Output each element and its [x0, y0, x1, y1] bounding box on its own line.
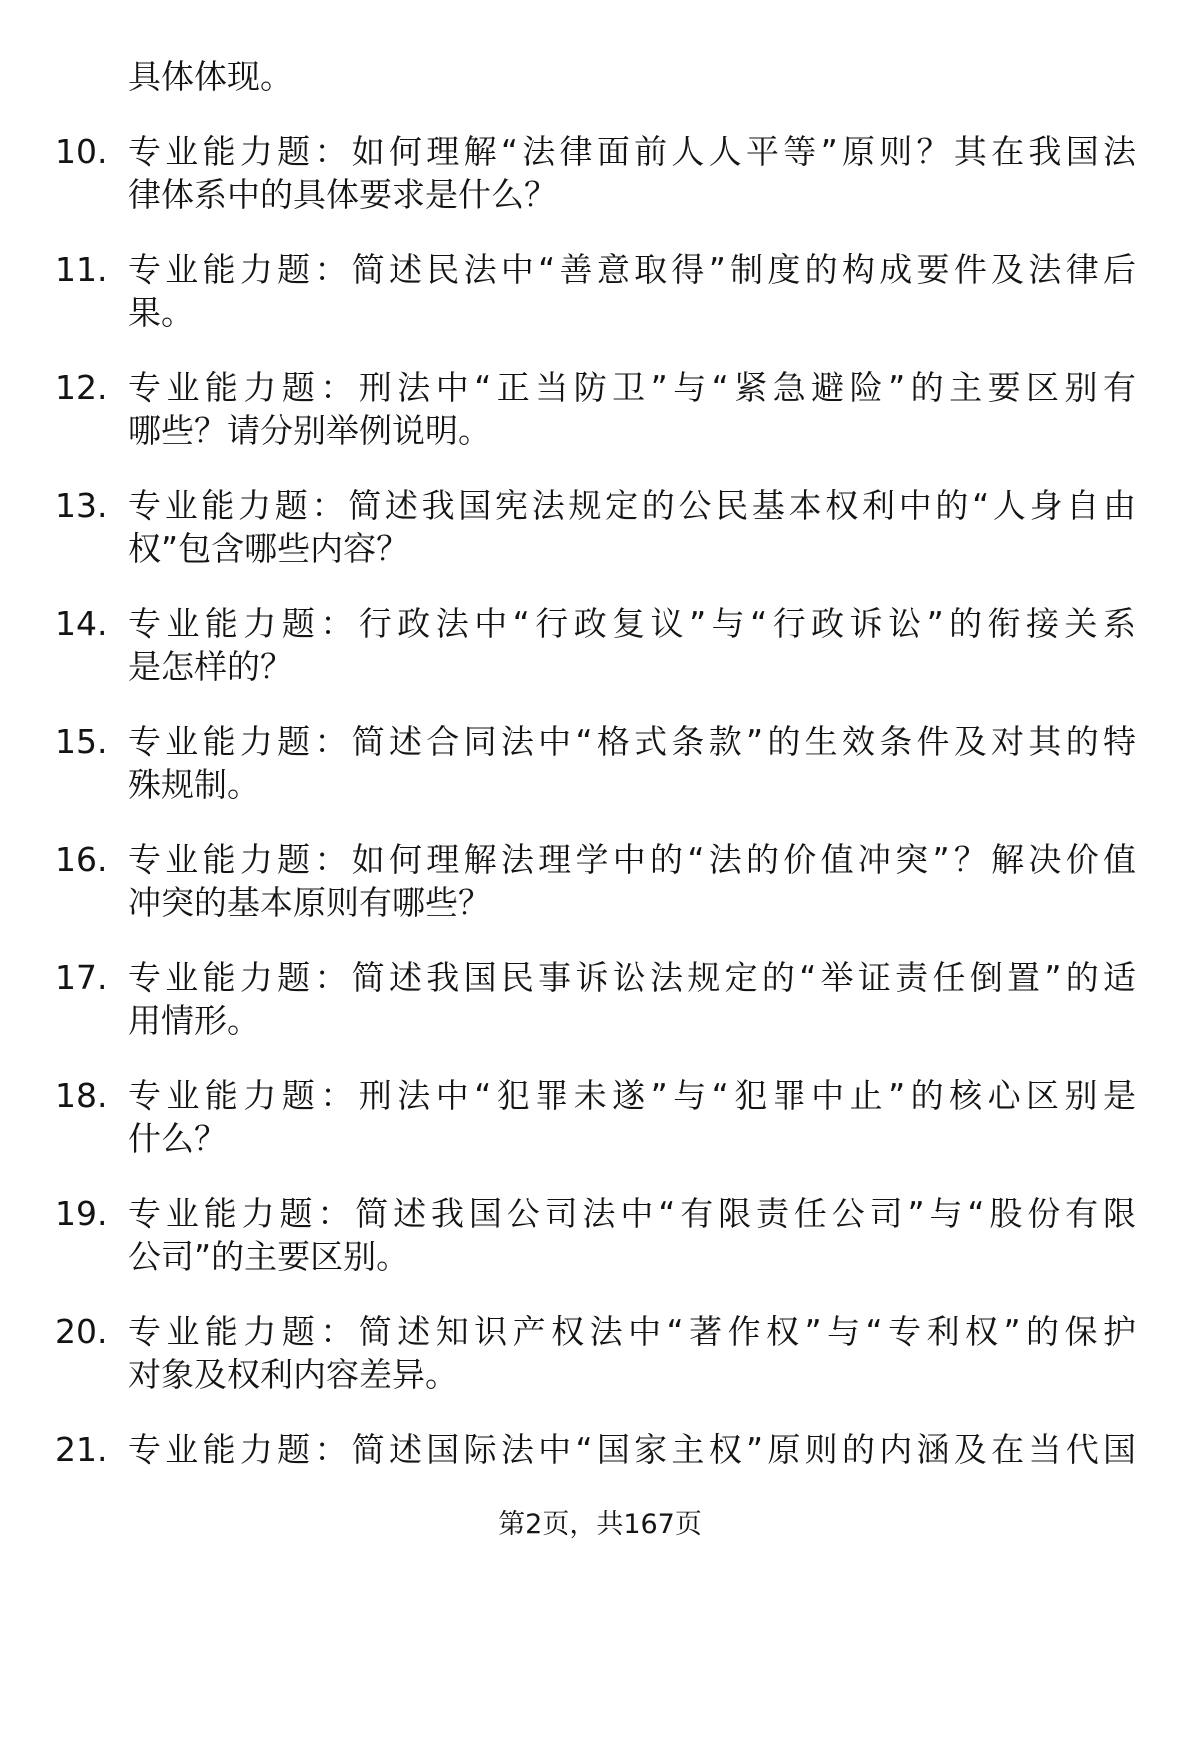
question-line: 专业能力题：如何理解“法律面前人人平等”原则？其在我国法 — [128, 132, 1136, 171]
question-line: 什么？ — [128, 1119, 227, 1158]
question-item-10 — [0, 130, 1200, 216]
question-text — [128, 1310, 1136, 1396]
question-text — [128, 720, 1136, 806]
question-text — [128, 602, 1136, 688]
question-item-17 — [0, 956, 1200, 1042]
question-number: 20. — [55, 1312, 108, 1351]
question-item-11 — [0, 248, 1200, 334]
question-line: 专业能力题：如何理解法理学中的“法的价值冲突”？解决价值 — [128, 840, 1136, 879]
question-line: 专业能力题：刑法中“犯罪未遂”与“犯罪中止”的核心区别是 — [128, 1076, 1136, 1115]
question-line: 专业能力题：简述民法中“善意取得”制度的构成要件及法律后 — [128, 250, 1136, 289]
question-line: 专业能力题：简述我国公司法中“有限责任公司”与“股份有限 — [128, 1194, 1136, 1233]
question-line: 专业能力题：简述我国宪法规定的公民基本权利中的“人身自由 — [128, 486, 1136, 525]
question-text — [128, 838, 1136, 924]
question-text — [128, 484, 1136, 570]
question-item-12 — [0, 366, 1200, 452]
question-item-18 — [0, 1074, 1200, 1160]
question-line: 冲突的基本原则有哪些？ — [128, 883, 491, 922]
question-number: 18. — [55, 1076, 108, 1115]
question-line: 律体系中的具体要求是什么？ — [128, 175, 557, 214]
page-footer: 第2页，共167页 — [498, 1509, 702, 1540]
continuation-line: 具体体现。 — [128, 57, 293, 96]
question-text — [128, 1074, 1136, 1160]
question-number: 11. — [55, 250, 108, 289]
question-text — [128, 130, 1136, 216]
question-text — [128, 1192, 1136, 1278]
question-text — [128, 956, 1136, 1042]
question-line: 果。 — [128, 293, 194, 332]
question-number: 14. — [55, 604, 108, 643]
question-number: 15. — [55, 722, 108, 761]
question-line: 对象及权利内容差异。 — [128, 1355, 458, 1394]
question-item-13 — [0, 484, 1200, 570]
question-number: 12. — [55, 368, 108, 407]
question-text — [128, 1428, 1136, 1471]
question-item-14 — [0, 602, 1200, 688]
question-line: 专业能力题：刑法中“正当防卫”与“紧急避险”的主要区别有 — [128, 368, 1136, 407]
question-line: 专业能力题：简述知识产权法中“著作权”与“专利权”的保护 — [128, 1312, 1136, 1351]
question-item-20 — [0, 1310, 1200, 1396]
question-number: 13. — [55, 486, 108, 525]
question-item-15 — [0, 720, 1200, 806]
question-line: 哪些？请分别举例说明。 — [128, 411, 491, 450]
question-line: 是怎样的？ — [128, 647, 293, 686]
question-line: 专业能力题：简述国际法中“国家主权”原则的内涵及在当代国 — [128, 1430, 1136, 1469]
question-line: 用情形。 — [128, 1001, 260, 1040]
question-item-16 — [0, 838, 1200, 924]
question-item-21 — [0, 1428, 1200, 1471]
question-list — [0, 130, 1200, 1503]
question-number: 19. — [55, 1194, 108, 1233]
question-number: 21. — [55, 1430, 108, 1469]
question-line: 专业能力题：简述我国民事诉讼法规定的“举证责任倒置”的适 — [128, 958, 1136, 997]
question-text — [128, 366, 1136, 452]
question-line: 专业能力题：行政法中“行政复议”与“行政诉讼”的衔接关系 — [128, 604, 1136, 643]
question-text — [128, 248, 1136, 334]
question-number: 10. — [55, 132, 108, 171]
question-number: 17. — [55, 958, 108, 997]
question-line: 公司”的主要区别。 — [128, 1237, 410, 1276]
question-line: 权”包含哪些内容？ — [128, 529, 410, 568]
question-line: 殊规制。 — [128, 765, 260, 804]
question-item-19 — [0, 1192, 1200, 1278]
question-number: 16. — [55, 840, 108, 879]
question-line: 专业能力题：简述合同法中“格式条款”的生效条件及对其的特 — [128, 722, 1136, 761]
